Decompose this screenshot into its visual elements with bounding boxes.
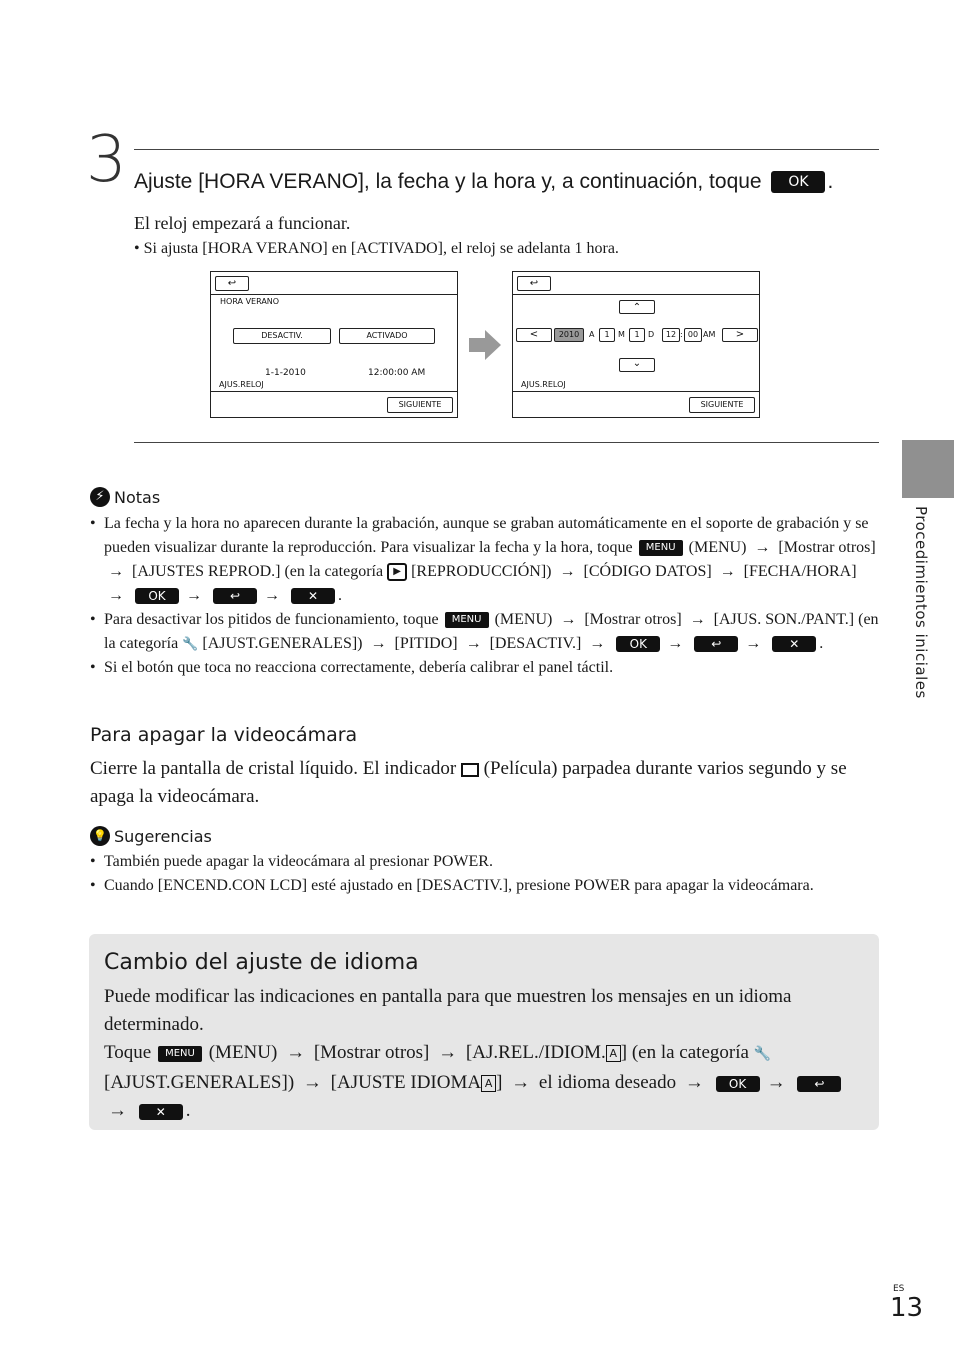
hour-field[interactable]: 12 [662, 328, 680, 342]
year-field[interactable]: 2010 [554, 328, 584, 342]
back-icon[interactable]: ↩ [517, 276, 551, 291]
close-button-icon: ✕ [291, 588, 335, 604]
language-box-title: Cambio del ajuste de idioma [104, 950, 419, 975]
list-item: • También puede apagar la videocámara al presionar POWER. [90, 850, 880, 874]
arrow-icon: → [108, 1100, 127, 1121]
day-unit: D [648, 330, 655, 339]
arrow-icon: → [766, 1072, 786, 1093]
down-arrow-button[interactable]: ⌄ [619, 358, 655, 372]
language-box-text [104, 983, 864, 1125]
list-item: • La fecha y la hora no aparecen durante la grabación, aunque se graban automáticamente en el soporte de grabación y se pueden visualizar durante la reproducción. Para visualizar la fecha y la hora, toque MENU (MENU) → [Mostrar otros] → [AJUSTES REPROD.] (en la categoría ▶ [REPRODUCCIÓN]) → [CÓDIGO DATOS] → [FECHA/HORA] → OK → ↩ → ✕ . [90, 512, 880, 608]
tips-list [90, 850, 880, 898]
tips-heading [90, 826, 212, 846]
power-off-heading: Para apagar la videocámara [90, 724, 358, 746]
tips-heading-text: Sugerencias [114, 826, 212, 846]
clock-settings-label: AJUS.RELOJ [219, 380, 264, 389]
power-off-text: Cierre la pantalla de cristal líquido. El indicador (Película) parpadea durante varios segundo y se apaga la videocámara. [90, 758, 847, 807]
ok-button-icon: OK [716, 1076, 760, 1092]
back-icon[interactable]: ↩ [215, 276, 249, 291]
arrow-icon: → [667, 635, 684, 652]
list-item: • Si el botón que toca no reacciona correctamente, debería calibrar el panel táctil. [90, 656, 880, 680]
up-arrow-button[interactable]: ⌃ [619, 300, 655, 314]
top-rule [134, 149, 879, 150]
next-button[interactable]: SIGUIENTE [387, 397, 453, 413]
ok-button-icon: OK [771, 171, 825, 193]
arrow-icon: → [465, 635, 482, 652]
language-icon: A [481, 1075, 496, 1092]
language-icon: A [606, 1045, 621, 1062]
close-button-icon: ✕ [139, 1104, 183, 1120]
month-unit: M [618, 330, 625, 339]
menu-icon: MENU [158, 1046, 202, 1062]
page-number: 13 [890, 1293, 924, 1323]
screen-bottom-divider [211, 391, 457, 392]
arrow-icon: → [370, 635, 387, 652]
left-arrow-button[interactable]: < [516, 328, 552, 342]
notes-list [90, 512, 880, 680]
arrow-icon: → [264, 587, 280, 604]
next-button[interactable]: SIGUIENTE [689, 397, 755, 413]
step-number: 3 [86, 123, 127, 197]
summer-time-heading: HORA VERANO [220, 297, 280, 306]
arrow-icon: → [286, 1042, 306, 1063]
date-value: 1-1-2010 [265, 368, 306, 378]
arrow-icon: → [754, 539, 771, 556]
step-title-text: Ajuste [HORA VERANO], la fecha y la hora y, a continuación, toque [134, 170, 762, 193]
menu-icon: MENU [639, 540, 683, 556]
playback-category-icon: ▶ [387, 563, 407, 581]
clock-start-text: El reloj empezará a funcionar. [134, 213, 351, 233]
arrow-icon: → [589, 635, 606, 652]
back-button-icon: ↩ [694, 636, 738, 652]
arrow-icon: → [438, 1042, 458, 1063]
summer-time-screen [210, 271, 458, 418]
arrow-icon: → [186, 587, 202, 604]
lightbulb-icon: 💡 [90, 826, 110, 846]
step-bullet-text: Si ajusta [HORA VERANO] en [ACTIVADO], el reloj se adelanta 1 hora. [143, 240, 619, 257]
back-button-icon: ↩ [213, 588, 257, 604]
step-bullet [134, 240, 619, 258]
arrow-icon: → [684, 1072, 704, 1093]
arrow-icon: → [689, 611, 706, 628]
language-code: ES [893, 1284, 905, 1294]
film-icon [461, 763, 479, 777]
section-side-label: Procedimientos iniciales [912, 506, 930, 699]
language-intro: Puede modificar las indicaciones en pantalla para que muestren los mensajes en un idioma determinado. [104, 986, 792, 1035]
arrow-icon: → [108, 587, 124, 604]
section-tab [902, 440, 954, 498]
arrow-icon: → [559, 563, 576, 580]
notes-heading-text: Notas [114, 487, 161, 507]
screen-bottom-divider [513, 391, 759, 392]
activado-option-button[interactable]: ACTIVADO [339, 328, 435, 344]
ok-button-icon: OK [616, 636, 660, 652]
section-rule [134, 442, 879, 443]
screen-top-bar [513, 272, 759, 295]
screen-top-bar [211, 272, 457, 295]
list-item: • Cuando [ENCEND.CON LCD] esté ajustado en [DESACTIV.], presione POWER para apagar la videocámara. [90, 874, 880, 898]
arrow-icon: → [108, 563, 124, 580]
ampm-label: AM [703, 330, 716, 339]
arrow-icon: → [745, 635, 762, 652]
next-arrow-icon [469, 330, 501, 360]
clock-settings-label: AJUS.RELOJ [521, 380, 566, 389]
back-button-icon: ↩ [797, 1076, 841, 1092]
close-button-icon: ✕ [772, 636, 816, 652]
date-time-screen [512, 271, 760, 418]
menu-icon: MENU [445, 612, 489, 628]
arrow-icon: → [560, 611, 577, 628]
language-steps: Toque MENU (MENU) → [Mostrar otros] → [AJ.REL./IDIOM. A ] (en la categoría 🔧 [AJUST.GENERALES]) → [AJUSTE IDIOMA A ] → el idioma deseado → OK → ↩→ ✕ . [104, 1039, 864, 1125]
bullet-dot: • [134, 240, 144, 257]
right-arrow-button[interactable]: > [722, 328, 758, 342]
step-title-end: . [827, 170, 834, 193]
arrow-icon: → [719, 563, 736, 580]
year-unit: A [589, 330, 595, 339]
notes-icon: ⚡ [90, 487, 110, 507]
wrench-icon: 🔧 [182, 636, 199, 651]
list-item: • Para desactivar los pitidos de funcionamiento, toque MENU (MENU) → [Mostrar otros] → [AJUS. SON./PANT.] (en la categoría 🔧 [AJUST.GENERALES]) → [PITIDO] → [DESACTIV.] → OK → ↩ → ✕ . [90, 608, 880, 656]
step-title [134, 170, 833, 194]
day-field[interactable]: 1 [629, 328, 645, 342]
arrow-icon: → [302, 1072, 322, 1093]
arrow-icon: → [511, 1072, 531, 1093]
desactiv-option-button[interactable]: DESACTIV. [233, 328, 331, 344]
notes-heading [90, 487, 160, 507]
time-separator: : [680, 330, 683, 339]
month-field[interactable]: 1 [599, 328, 615, 342]
wrench-icon: 🔧 [753, 1047, 772, 1062]
minute-field[interactable]: 00 [684, 328, 702, 342]
time-value: 12:00:00 AM [368, 368, 426, 378]
ok-button-icon: OK [135, 588, 179, 604]
